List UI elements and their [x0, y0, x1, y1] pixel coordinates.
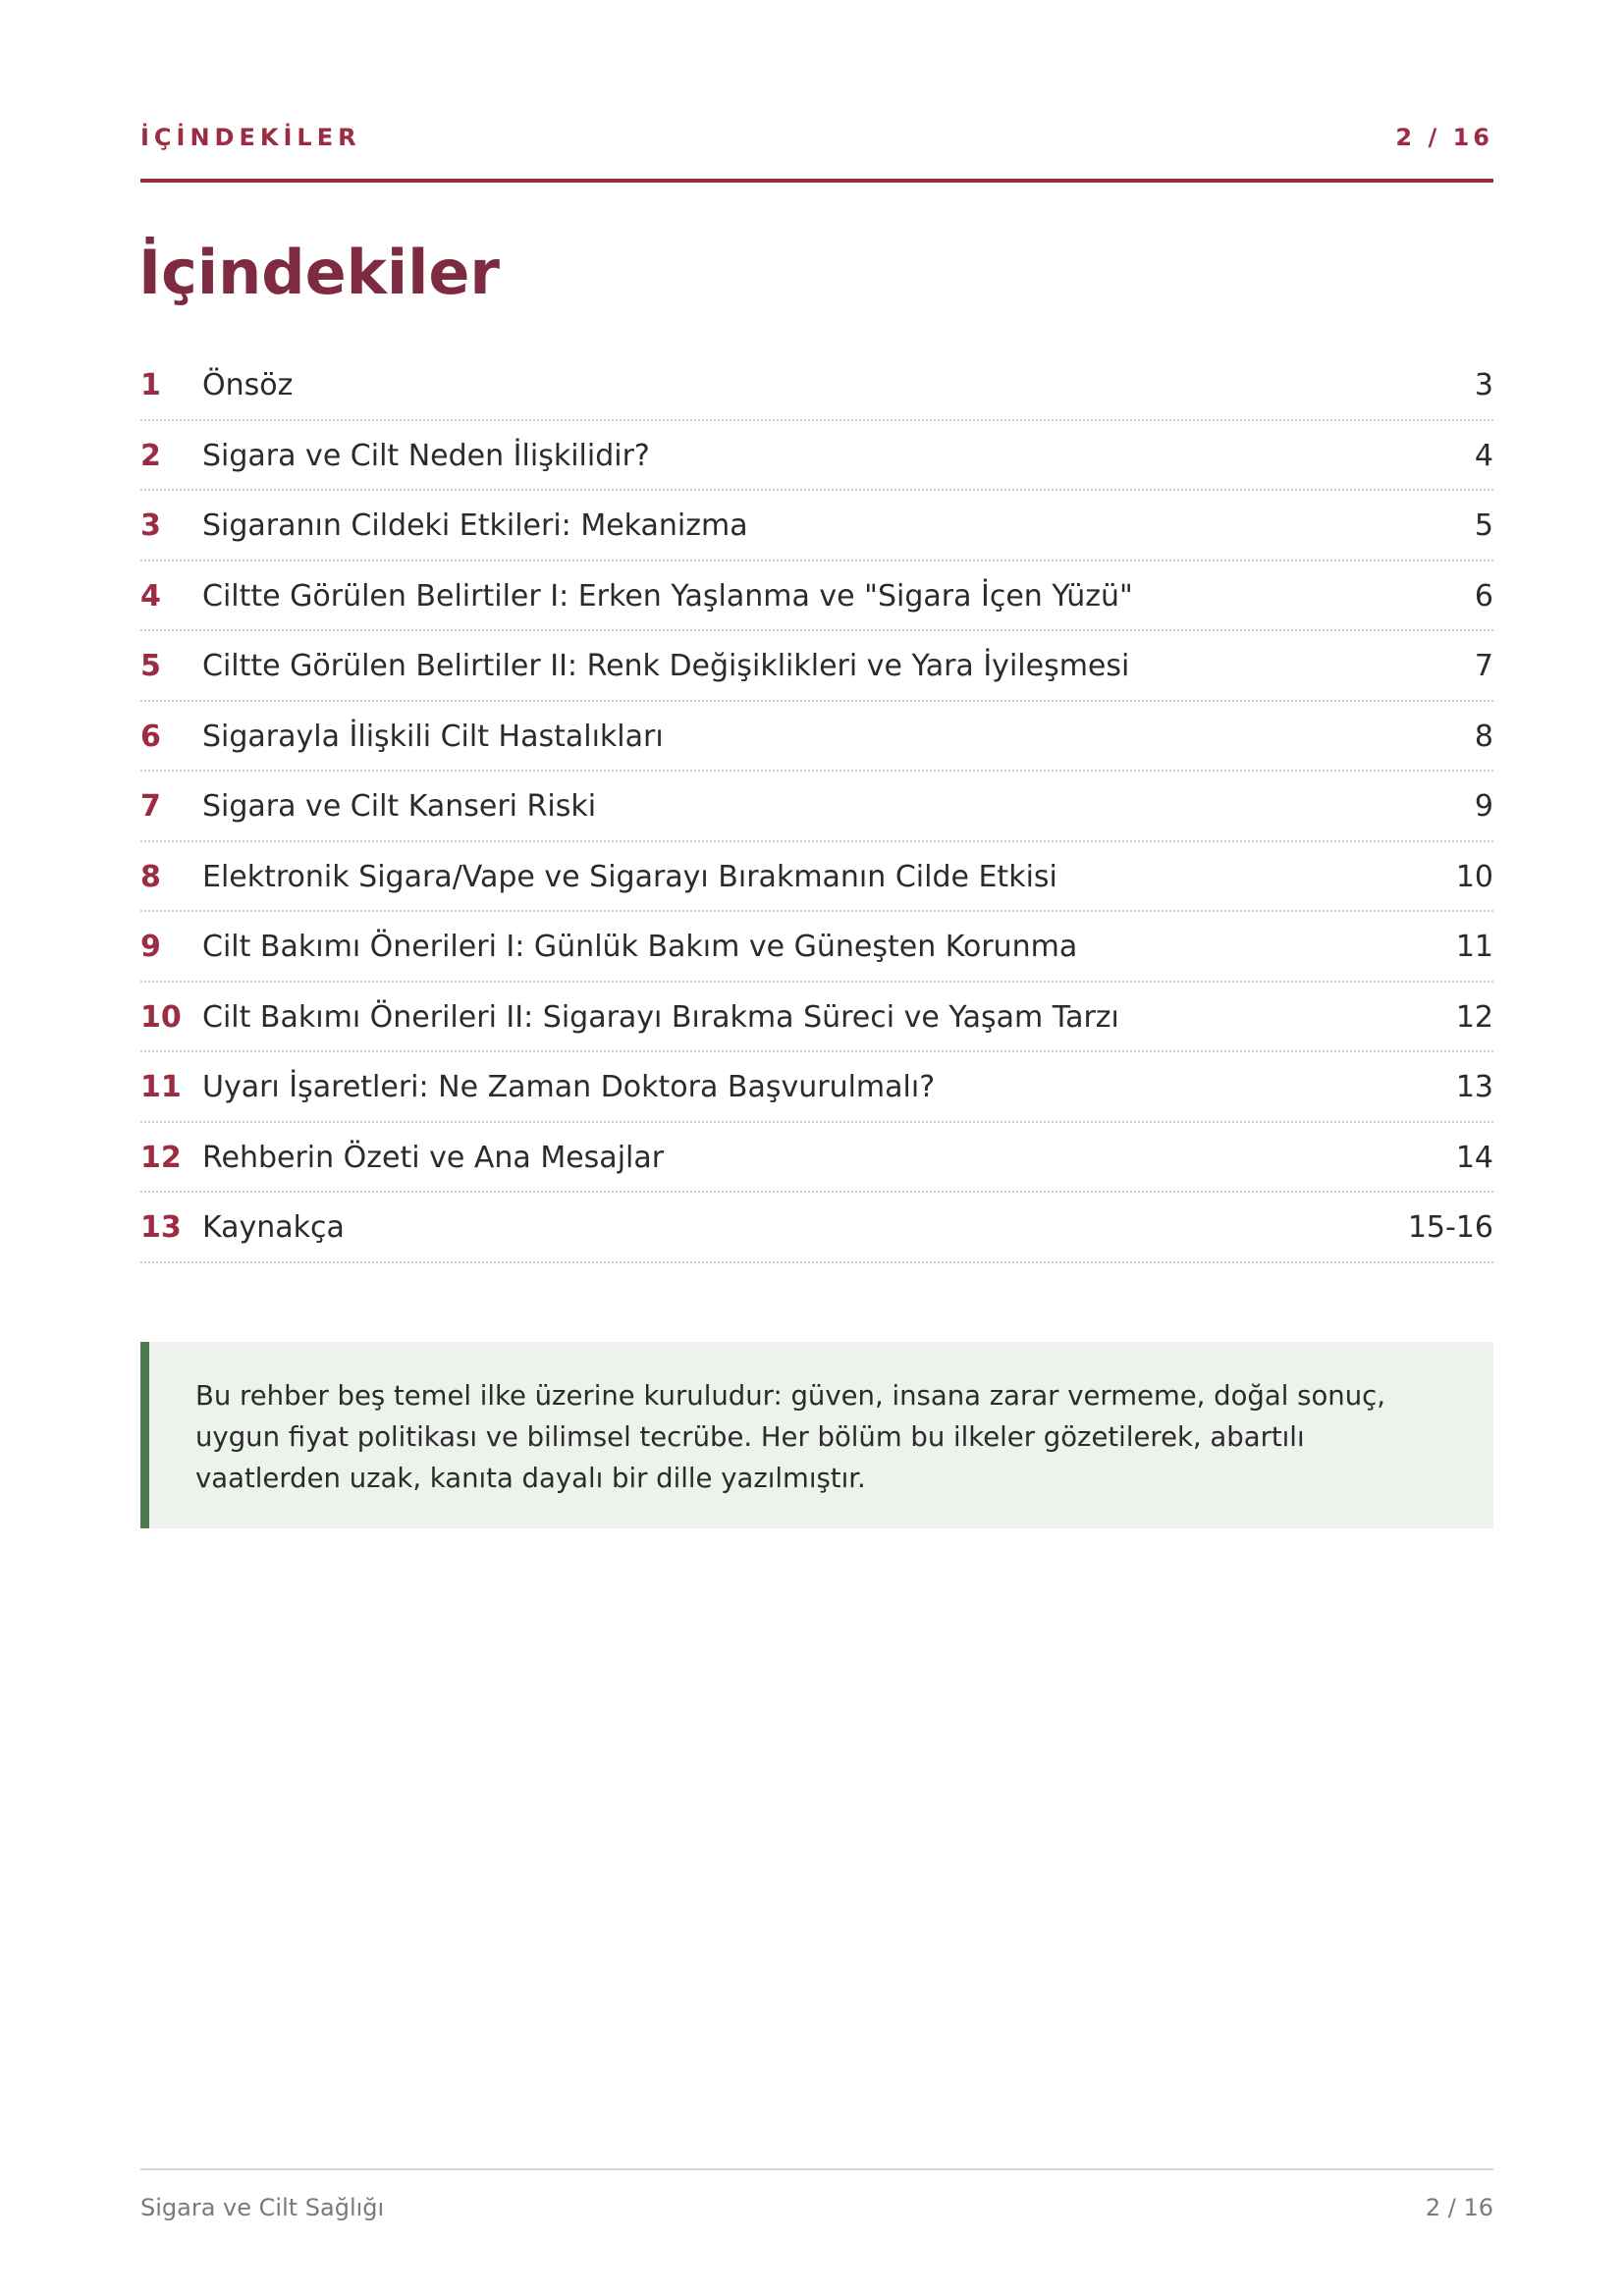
toc-entry[interactable] [140, 491, 1493, 561]
toc-entry-page: 4 [1474, 438, 1493, 473]
page-header [140, 122, 1493, 183]
toc-entry-title: Önsöz [202, 368, 294, 403]
callout-line: Bu rehber beş temel ilke üzerine kuruludur: güven, insana zarar vermeme, doğal sonuç, [195, 1380, 1385, 1412]
toc-entry-title: Sigaranın Cildeki Etkileri: Mekanizma [202, 508, 748, 544]
footer-doc-title: Sigara ve Cilt Sağlığı [140, 2194, 385, 2221]
toc-entry-page: 15-16 [1407, 1210, 1493, 1246]
toc-entry-number: 11 [140, 1070, 182, 1105]
toc-entry[interactable] [140, 702, 1493, 773]
toc-entry-page: 13 [1455, 1070, 1493, 1105]
toc-entry[interactable] [140, 842, 1493, 913]
callout-text [195, 1375, 1454, 1499]
toc-entry-number: 3 [140, 508, 161, 544]
principles-callout [140, 1342, 1493, 1528]
callout-line: uygun fiyat politikası ve bilimsel tecrübe. Her bölüm bu ilkeler gözetilerek, abartılı [195, 1421, 1305, 1453]
table-of-contents [140, 350, 1493, 1263]
toc-entry-title: Elektronik Sigara/Vape ve Sigarayı Bırakmanın Cilde Etkisi [202, 859, 1057, 894]
toc-entry[interactable] [140, 421, 1493, 492]
toc-entry-title: Cilt Bakımı Önerileri II: Sigarayı Bırakma Süreci ve Yaşam Tarzı [202, 999, 1119, 1035]
footer-page-indicator: 2 / 16 [1425, 2194, 1493, 2221]
toc-entry-number: 9 [140, 930, 161, 965]
toc-entry-number: 13 [140, 1210, 182, 1246]
toc-entry-page: 7 [1474, 649, 1493, 684]
toc-entry[interactable] [140, 1193, 1493, 1263]
toc-entry-page: 14 [1455, 1140, 1493, 1175]
page-footer [140, 2168, 1493, 2229]
toc-entry-number: 10 [140, 999, 182, 1035]
toc-entry-title: Sigara ve Cilt Neden İlişkilidir? [202, 438, 650, 473]
toc-entry-page: 12 [1455, 999, 1493, 1035]
toc-entry[interactable] [140, 1052, 1493, 1123]
toc-entry[interactable] [140, 350, 1493, 421]
toc-entry[interactable] [140, 631, 1493, 702]
toc-entry-number: 8 [140, 859, 161, 894]
toc-entry-page: 10 [1455, 859, 1493, 894]
toc-entry-title: Ciltte Görülen Belirtiler II: Renk Değişiklikleri ve Yara İyileşmesi [202, 649, 1130, 684]
toc-entry-number: 6 [140, 719, 161, 754]
toc-entry-title: Cilt Bakımı Önerileri I: Günlük Bakım ve Güneşten Korunma [202, 930, 1078, 965]
toc-entry-title: Rehberin Özeti ve Ana Mesajlar [202, 1140, 665, 1175]
toc-entry-title: Uyarı İşaretleri: Ne Zaman Doktora Başvurulmalı? [202, 1070, 936, 1105]
toc-entry-page: 3 [1474, 368, 1493, 403]
toc-entry-title: Ciltte Görülen Belirtiler I: Erken Yaşlanma ve "Sigara İçen Yüzü" [202, 578, 1133, 614]
toc-entry-page: 6 [1474, 578, 1493, 614]
toc-entry-number: 2 [140, 438, 161, 473]
toc-entry-page: 8 [1474, 719, 1493, 754]
toc-entry-number: 5 [140, 649, 161, 684]
section-label: İÇİNDEKİLER [140, 124, 361, 151]
callout-line: vaatlerden uzak, kanıta dayalı bir dille yazılmıştır. [195, 1463, 866, 1494]
toc-entry[interactable] [140, 561, 1493, 632]
toc-entry-number: 1 [140, 368, 161, 403]
toc-entry[interactable] [140, 772, 1493, 842]
header-page-indicator: 2 / 16 [1395, 124, 1493, 151]
toc-entry[interactable] [140, 1123, 1493, 1194]
toc-entry-page: 5 [1474, 508, 1493, 544]
toc-entry-page: 11 [1455, 930, 1493, 965]
toc-entry-number: 7 [140, 789, 161, 825]
toc-entry-page: 9 [1474, 789, 1493, 825]
toc-entry[interactable] [140, 983, 1493, 1053]
toc-entry-title: Kaynakça [202, 1210, 345, 1246]
toc-entry-number: 4 [140, 578, 161, 614]
toc-entry-title: Sigarayla İlişkili Cilt Hastalıkları [202, 719, 664, 754]
page-title: İçindekiler [138, 237, 501, 308]
toc-entry-title: Sigara ve Cilt Kanseri Riski [202, 789, 597, 825]
toc-entry-number: 12 [140, 1140, 182, 1175]
toc-entry[interactable] [140, 912, 1493, 983]
